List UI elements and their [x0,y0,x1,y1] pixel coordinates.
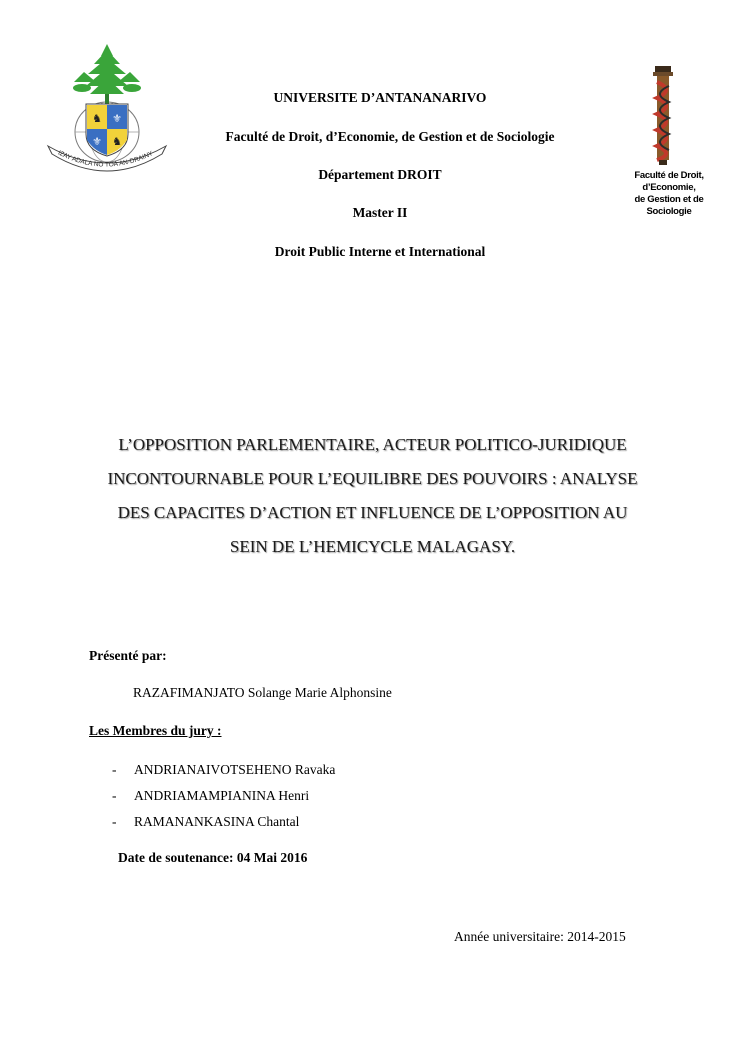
thesis-title-line2: INCONTOURNABLE POUR L’EQUILIBRE DES POUVOIRS : ANALYSE [107,469,638,488]
faculty-logo-caption [612,170,726,218]
jury-member [112,762,335,778]
jury-member [112,814,299,830]
faculty-logo-icon [643,62,683,166]
svg-text:⚜: ⚜ [92,136,102,148]
presenter-name: RAZAFIMANJATO Solange Marie Alphonsine [133,685,392,700]
defense-date: Date de soutenance: 04 Mai 2016 [118,850,308,865]
thesis-title-line4: SEIN DE L’HEMICYCLE MALAGASY. [229,537,516,556]
jury-bullet: - [112,762,117,777]
faculty-name: Faculté de Droit, d’Economie, de Gestion et de Sociologie [225,129,555,144]
university-emblem [44,42,170,177]
university-name: UNIVERSITE D’ANTANANARIVO [273,90,487,105]
thesis-title [70,428,675,564]
jury-bullet: - [112,814,117,829]
jury-label: Les Membres du jury : [89,723,222,738]
presenter-label: Présenté par: [89,648,167,663]
shield-icon [86,104,128,156]
specialty-name: Droit Public Interne et International [274,244,486,259]
jury-member-name: RAMANANKASINA Chantal [134,814,300,829]
university-emblem-svg [44,42,170,177]
jury-bullet: - [112,788,117,803]
tree-icon [73,44,141,94]
svg-text:⚜: ⚜ [112,113,122,125]
academic-year: Année universitaire: 2014-2015 [454,929,626,944]
thesis-title-line3: DES CAPACITES D’ACTION ET INFLUENCE DE L’OPPOSITION AU [117,503,628,522]
jury-member-name: ANDRIANAIVOTSEHENO Ravaka [134,762,336,777]
degree-name: Master II [352,205,408,220]
department-name: Département DROIT [318,167,442,182]
jury-member [112,788,309,804]
emblem-motto: IZAY ADALA NO TOA AN-DRAINY [56,149,155,169]
faculty-caption-line1: Faculté de Droit, d’Economie, [634,170,704,193]
faculty-caption-line2: de Gestion et de Sociologie [634,194,704,217]
faculty-logo [643,62,683,166]
svg-text:♞: ♞ [112,136,122,148]
thesis-title-line1: L’OPPOSITION PARLEMENTAIRE, ACTEUR POLITICO-JURIDIQUE [118,435,627,454]
jury-member-name: ANDRIAMAMPIANINA Henri [134,788,310,803]
svg-text:♞: ♞ [92,113,102,125]
